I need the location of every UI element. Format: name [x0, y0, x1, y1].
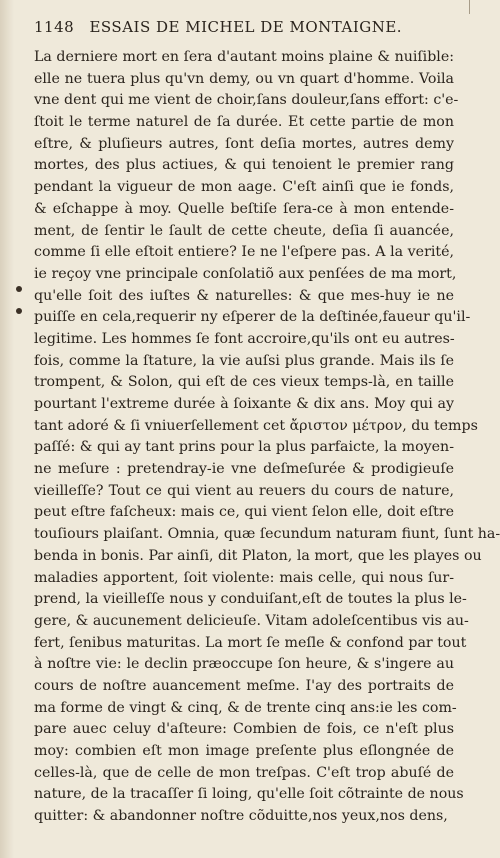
text-line: elle ne tuera plus qu'vn demy, ou vn quart d'homme. Voila: [34, 70, 454, 87]
text-line: tant adoré & ſi vniuerſellement cet ἄριστον μέτρον, du temps: [34, 417, 478, 434]
text-line: pare auec celuy d'aſteure: Combien de fois, ce n'eſt plus: [34, 721, 454, 738]
text-line: legitime. Les hommes ſe font accroire,qu'ils ont eu autres-: [34, 330, 455, 347]
text-line: nature, de la tracaſſer ſi loing, qu'elle ſoit cõtrainte de nous: [34, 786, 464, 803]
text-line: benda in bonis. Par ainſi, dit Platon, la mort, que les playes ou: [34, 547, 482, 564]
text-line: pourtant l'extreme durée à ſoixante & dix ans. Moy qui ay: [34, 396, 454, 412]
text-line: trompent, & Solon, qui eſt de ces vieux temps-là, en taille: [34, 374, 454, 391]
text-line: ſtoit le terme naturel de ſa durée. Et cette partie de mon: [34, 114, 454, 131]
body-text: [34, 47, 500, 828]
text-line: cours de noſtre auancement meſme. I'ay des portraits de: [34, 677, 454, 694]
text-line: fois, comme la ſtature, la vie auſsi plus grande. Mais ils ſe: [34, 352, 454, 369]
text-line: fert, ſenibus maturitas. La mort ſe meſle & confond par tout: [34, 634, 467, 651]
text-line: puiſſe en cela,requerir ny eſperer de la deſtinée,faueur qu'il-: [34, 309, 471, 326]
text-line: ie reçoy vne principale conſolatiõ aux penſées de ma mort,: [34, 265, 457, 282]
text-line: ma forme de vingt & cinq, & de trente cinq ans:ie les com-: [34, 699, 457, 716]
text-line: vieilleſſe? Tout ce qui vient au reuers du cours de nature,: [34, 482, 454, 499]
edge-mark: [469, 0, 470, 14]
text-line: celles-là, que de celle de mon treſpas. C'eſt trop abuſé de: [34, 764, 454, 781]
text-line: moy: combien eſt mon image preſente plus eſlongnée de: [34, 743, 454, 759]
page-number: 1148: [34, 18, 75, 36]
text-line: mortes, des plus actiues, & qui tenoient le premier rang: [34, 157, 454, 174]
text-line: pendant la vigueur de mon aage. C'eſt ainſi que ie fonds,: [34, 179, 454, 196]
text-line: paſſé: & qui ay tant prins pour la plus parfaicte, la moyen-: [34, 439, 454, 456]
gutter-shadow: [0, 0, 14, 858]
text-line: La derniere mort en ſera d'autant moins plaine & nuiſible:: [34, 49, 454, 65]
text-line: peut eſtre faſcheux: mais ce, qui vient ſelon elle, doit eſtre: [34, 504, 455, 521]
text-line: maladies apportent, ſoit violente: mais celle, qui nous ſur-: [34, 569, 454, 586]
text-line: prend, la vieilleſſe nous y conduiſant,eſt de toutes la plus le-: [34, 591, 467, 608]
margin-mark: [16, 308, 22, 314]
text-line: & eſchappe à moy. Quelle beſtiſe ſera-ce à mon entende-: [34, 200, 454, 217]
text-line: ment, de ſentir le ſault de cette cheute, deſia ſi auancée,: [34, 222, 454, 239]
text-line: vne dent qui me vient de choir,ſans douleur,ſans effort: c'e-: [34, 92, 459, 109]
margin-mark: [16, 286, 22, 292]
running-title: ESSAIS DE MICHEL DE MONTAIGNE.: [89, 18, 403, 36]
text-line: comme ſi elle eſtoit entiere? Ie ne l'eſpere pas. A la verité,: [34, 244, 454, 261]
text-line: touſiours plaiſant. Omnia, quæ ſecundum naturam fiunt, ſunt ha-: [34, 526, 500, 543]
text-line: quitter: & abandonner noſtre cõduitte,nos yeux,nos dens,: [34, 808, 448, 825]
running-head: [34, 18, 464, 36]
text-line: eſtre, & pluſieurs autres, ſont deſia mortes, autres demy: [34, 135, 454, 152]
text-line: qu'elle ſoit des iuſtes & naturelles: & que mes-huy ie ne: [34, 287, 454, 304]
text-line: gere, & aucunement delicieuſe. Vitam adoleſcentibus vis au-: [34, 612, 469, 629]
text-line: ne meſure : pretendray-ie vne deſmeſurée & prodigieuſe: [34, 461, 454, 478]
text-line: à noſtre vie: le declin præoccupe ſon heure, & s'ingere au: [34, 656, 454, 673]
